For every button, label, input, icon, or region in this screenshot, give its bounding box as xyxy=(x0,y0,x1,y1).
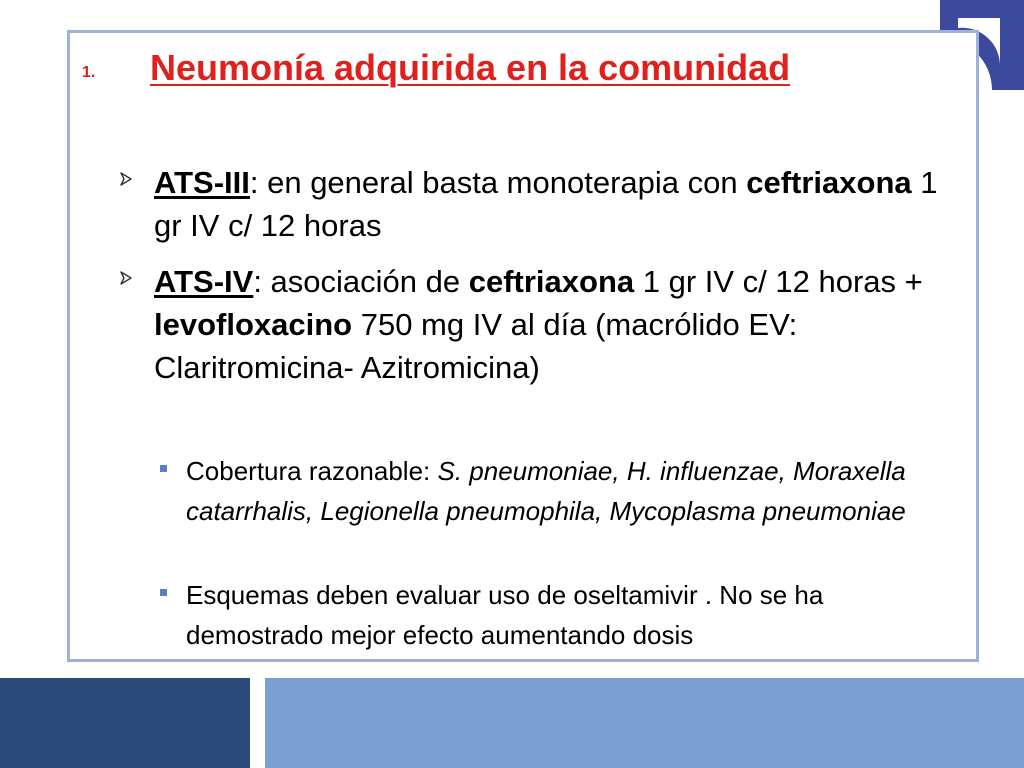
bullet-text xyxy=(154,260,944,389)
text-run: 1 gr IV c/ 12 horas + xyxy=(634,264,923,299)
bullet-label: ATS-III xyxy=(154,165,250,200)
text-run: : en general basta monoterapia con xyxy=(249,165,747,200)
text-run: 750 mg IV al día (macrólido EV: Claritromicina- Azitromicina) xyxy=(154,307,798,385)
text-run: 1 gr IV c/ 12 horas xyxy=(154,165,938,243)
text-run: Esquemas deben evaluar uso de oseltamivir . No se ha demostrado mejor efecto aumentando dosis xyxy=(186,580,824,650)
content-frame xyxy=(67,30,979,662)
title-number: 1. xyxy=(82,64,96,81)
bullet-text xyxy=(154,161,944,247)
drug-name: levofloxacino xyxy=(154,307,353,342)
square-icon xyxy=(160,589,167,596)
drug-name: ceftriaxona xyxy=(468,264,635,299)
sub-bullet-text xyxy=(186,451,956,531)
slide-title: Neumonía adquirida en la comunidad xyxy=(150,47,791,88)
drug-name: ceftriaxona xyxy=(746,165,912,200)
arrow-outline-icon xyxy=(118,270,134,286)
arrow-outline-icon xyxy=(118,171,134,187)
footer-bar-light xyxy=(265,678,1024,768)
sub-bullet-text xyxy=(186,575,956,655)
text-run: : asociación de xyxy=(253,264,469,299)
bullet-label: ATS-IV xyxy=(154,264,254,299)
text-run: Cobertura razonable: xyxy=(186,456,438,486)
square-icon xyxy=(160,465,167,472)
slide-heading xyxy=(82,47,962,97)
organism-list: S. pneumoniae, H. influenzae, Moraxella catarrhalis, Legionella pneumophila, Mycoplasma pneumoniae xyxy=(186,456,906,526)
footer-bar-dark xyxy=(0,678,250,768)
